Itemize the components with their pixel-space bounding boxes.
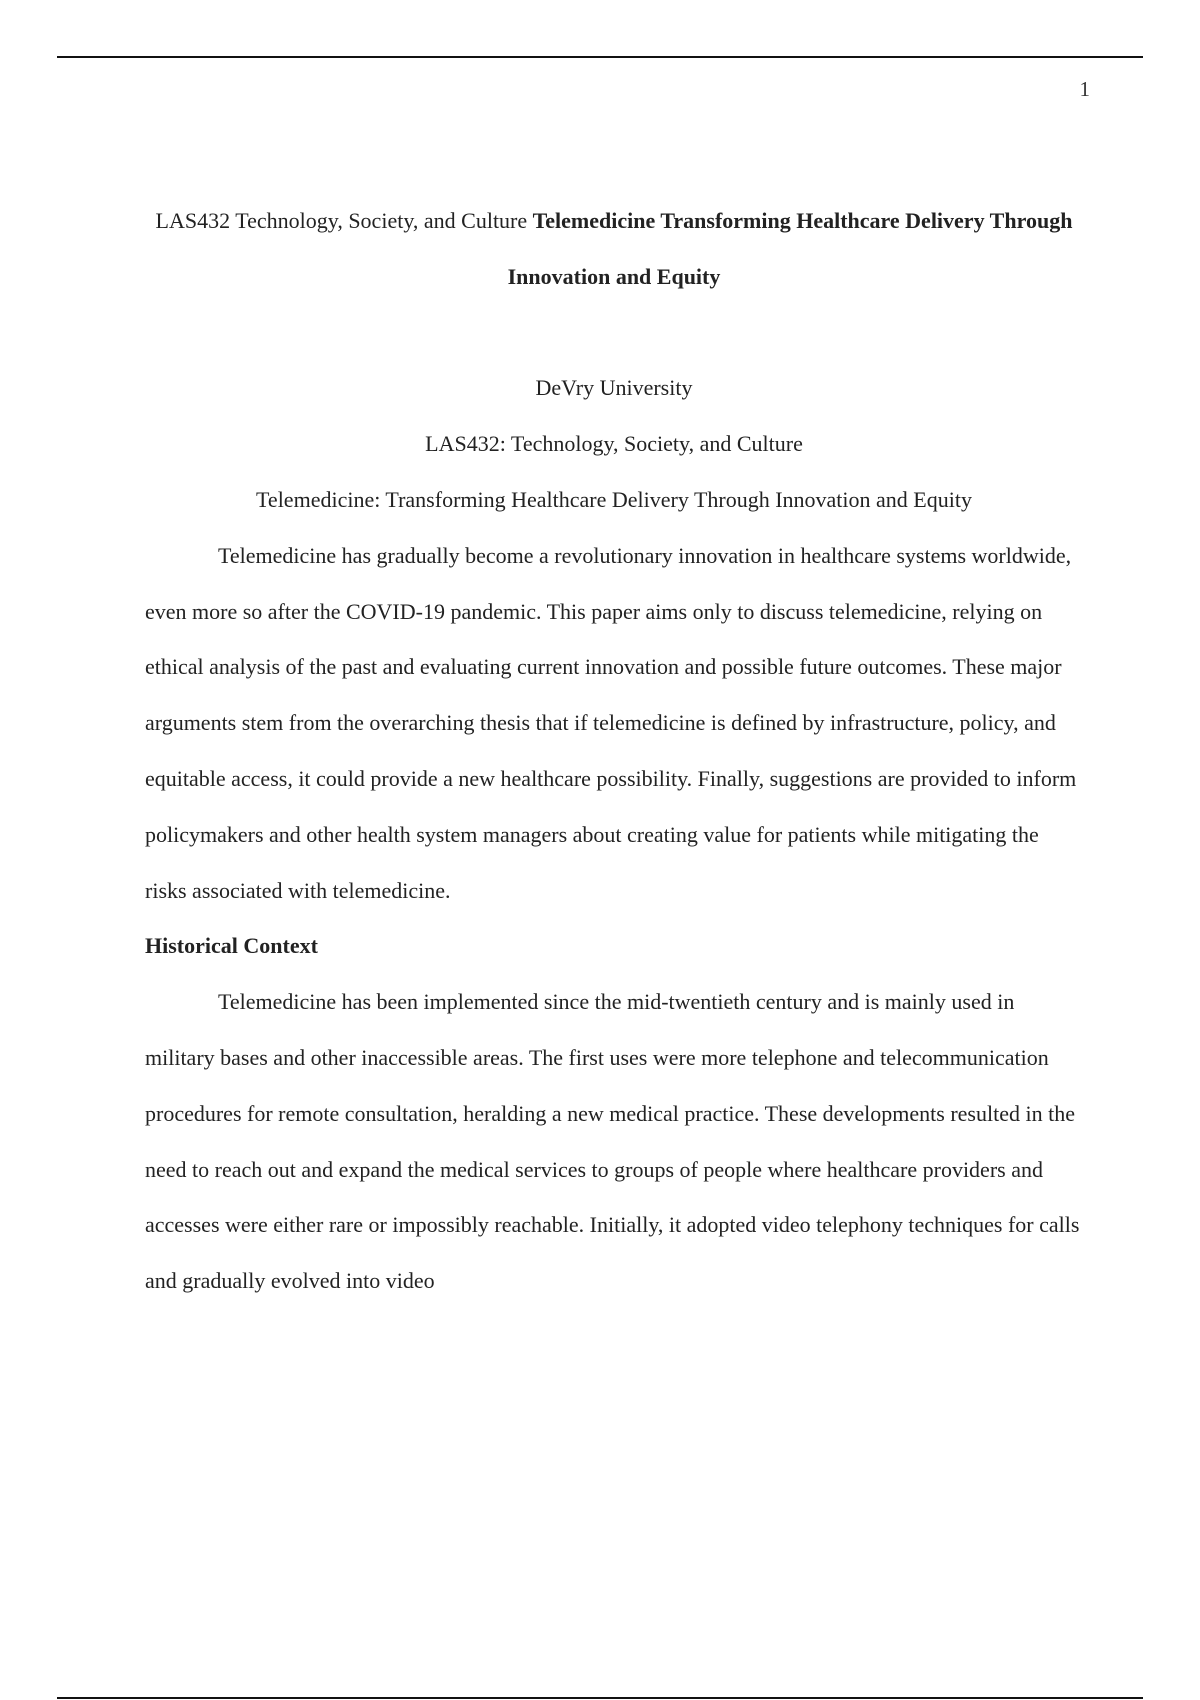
title-course-prefix: LAS432 Technology, Society, and Culture bbox=[155, 208, 528, 233]
paper-title: Telemedicine: Transforming Healthcare Delivery Through Innovation and Equity bbox=[256, 486, 972, 512]
course-name: LAS432: Technology, Society, and Culture bbox=[425, 431, 803, 457]
title-bold-text: Telemedicine Transforming Healthcare Delivery Through Innovation and Equity bbox=[507, 208, 1073, 289]
title-spacer bbox=[145, 305, 1083, 361]
section-heading: Historical Context bbox=[145, 933, 318, 959]
footer-rule bbox=[57, 1697, 1143, 1699]
section-paragraph: Telemedicine has been implemented since the mid-twentieth century and is mainly used in military bases and other inaccessible areas. The first uses were more telephone and telecommunication procedures for remote consultation, heralding a new medical practice. These developments resulted in the need to reach out and expand the medical services to groups of people where healthcare providers and accesses were either rare or impossibly reachable. Initially, it adopted video telephony techniques for calls and gradually evolved into video bbox=[145, 989, 1080, 1294]
document-title bbox=[145, 193, 1083, 305]
page-number: 1 bbox=[1079, 77, 1090, 101]
intro-paragraph: Telemedicine has gradually become a revolutionary innovation in healthcare systems worldwide, even more so after the COVID-19 pandemic. This paper aims only to discuss telemedicine, relying on ethical analysis of the past and evaluating current innovation and possible future outcomes. These major arguments stem from the overarching thesis that if telemedicine is defined by infrastructure, policy, and equitable access, it could provide a new healthcare possibility. Finally, suggestions are provided to inform policymakers and other health system managers about creating value for patients while mitigating the risks associated with telemedicine. bbox=[145, 542, 1077, 903]
document-body bbox=[145, 193, 1083, 1309]
institution-name: DeVry University bbox=[535, 375, 693, 401]
header-rule bbox=[57, 56, 1143, 58]
